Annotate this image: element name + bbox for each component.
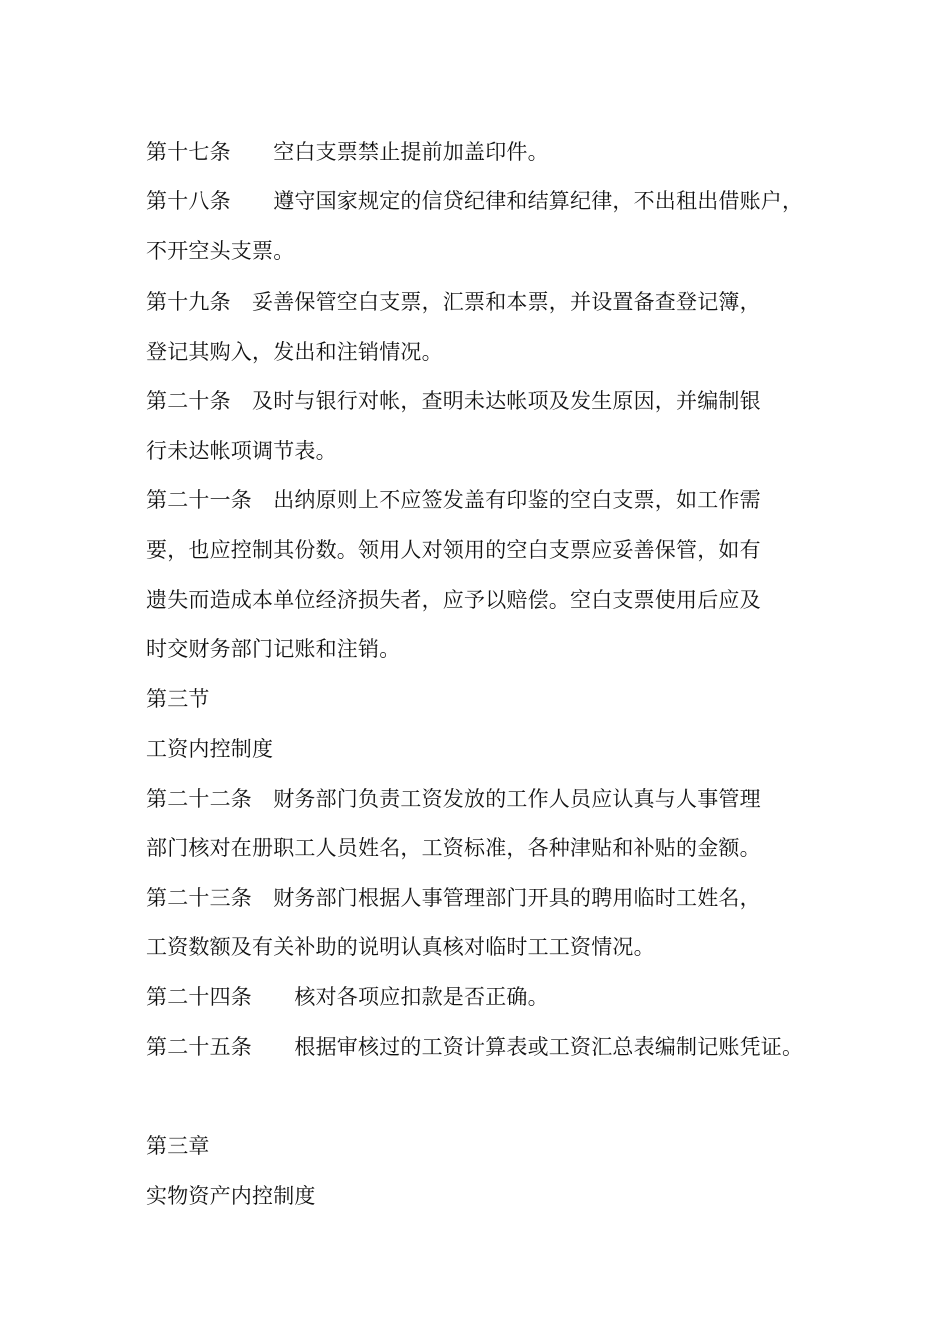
chapter-heading: 第三章 [146, 1134, 210, 1158]
article-24: 第二十四条 核对各项应扣款是否正确。 [146, 985, 549, 1009]
article-21-line-2: 要，也应控制其份数。领用人对领用的空白支票应妥善保管，如有 [146, 538, 761, 562]
article-21-line-1: 第二十一条 出纳原则上不应签发盖有印鉴的空白支票，如工作需 [146, 488, 761, 512]
article-21-line-3: 遗失而造成本单位经济损失者，应予以赔偿。空白支票使用后应及 [146, 588, 761, 612]
article-19-line-1: 第十九条 妥善保管空白支票，汇票和本票，并设置备查登记簿， [146, 290, 761, 314]
article-20-line-2: 行未达帐项调节表。 [146, 439, 337, 463]
section-heading: 第三节 [146, 687, 210, 711]
article-20-line-1: 第二十条 及时与银行对帐，查明未达帐项及发生原因，并编制银 [146, 389, 761, 413]
article-18-line-2: 不开空头支票。 [146, 239, 295, 263]
article-18-line-1: 第十八条 遵守国家规定的信贷纪律和结算纪律，不出租出借账户， [146, 189, 804, 213]
article-22-line-2: 部门核对在册职工人员姓名，工资标准，各种津贴和补贴的金额。 [146, 836, 761, 860]
section-title: 工资内控制度 [146, 737, 274, 761]
article-23-line-2: 工资数额及有关补助的说明认真核对临时工工资情况。 [146, 935, 655, 959]
article-17: 第十七条 空白支票禁止提前加盖印件。 [146, 140, 549, 164]
article-23-line-1: 第二十三条 财务部门根据人事管理部门开具的聘用临时工姓名， [146, 886, 761, 910]
article-25: 第二十五条 根据审核过的工资计算表或工资汇总表编制记账凭证。 [146, 1035, 804, 1059]
article-21-line-4: 时交财务部门记账和注销。 [146, 637, 401, 661]
article-22-line-1: 第二十二条 财务部门负责工资发放的工作人员应认真与人事管理 [146, 787, 761, 811]
article-19-line-2: 登记其购入，发出和注销情况。 [146, 340, 443, 364]
chapter-title: 实物资产内控制度 [146, 1184, 316, 1208]
